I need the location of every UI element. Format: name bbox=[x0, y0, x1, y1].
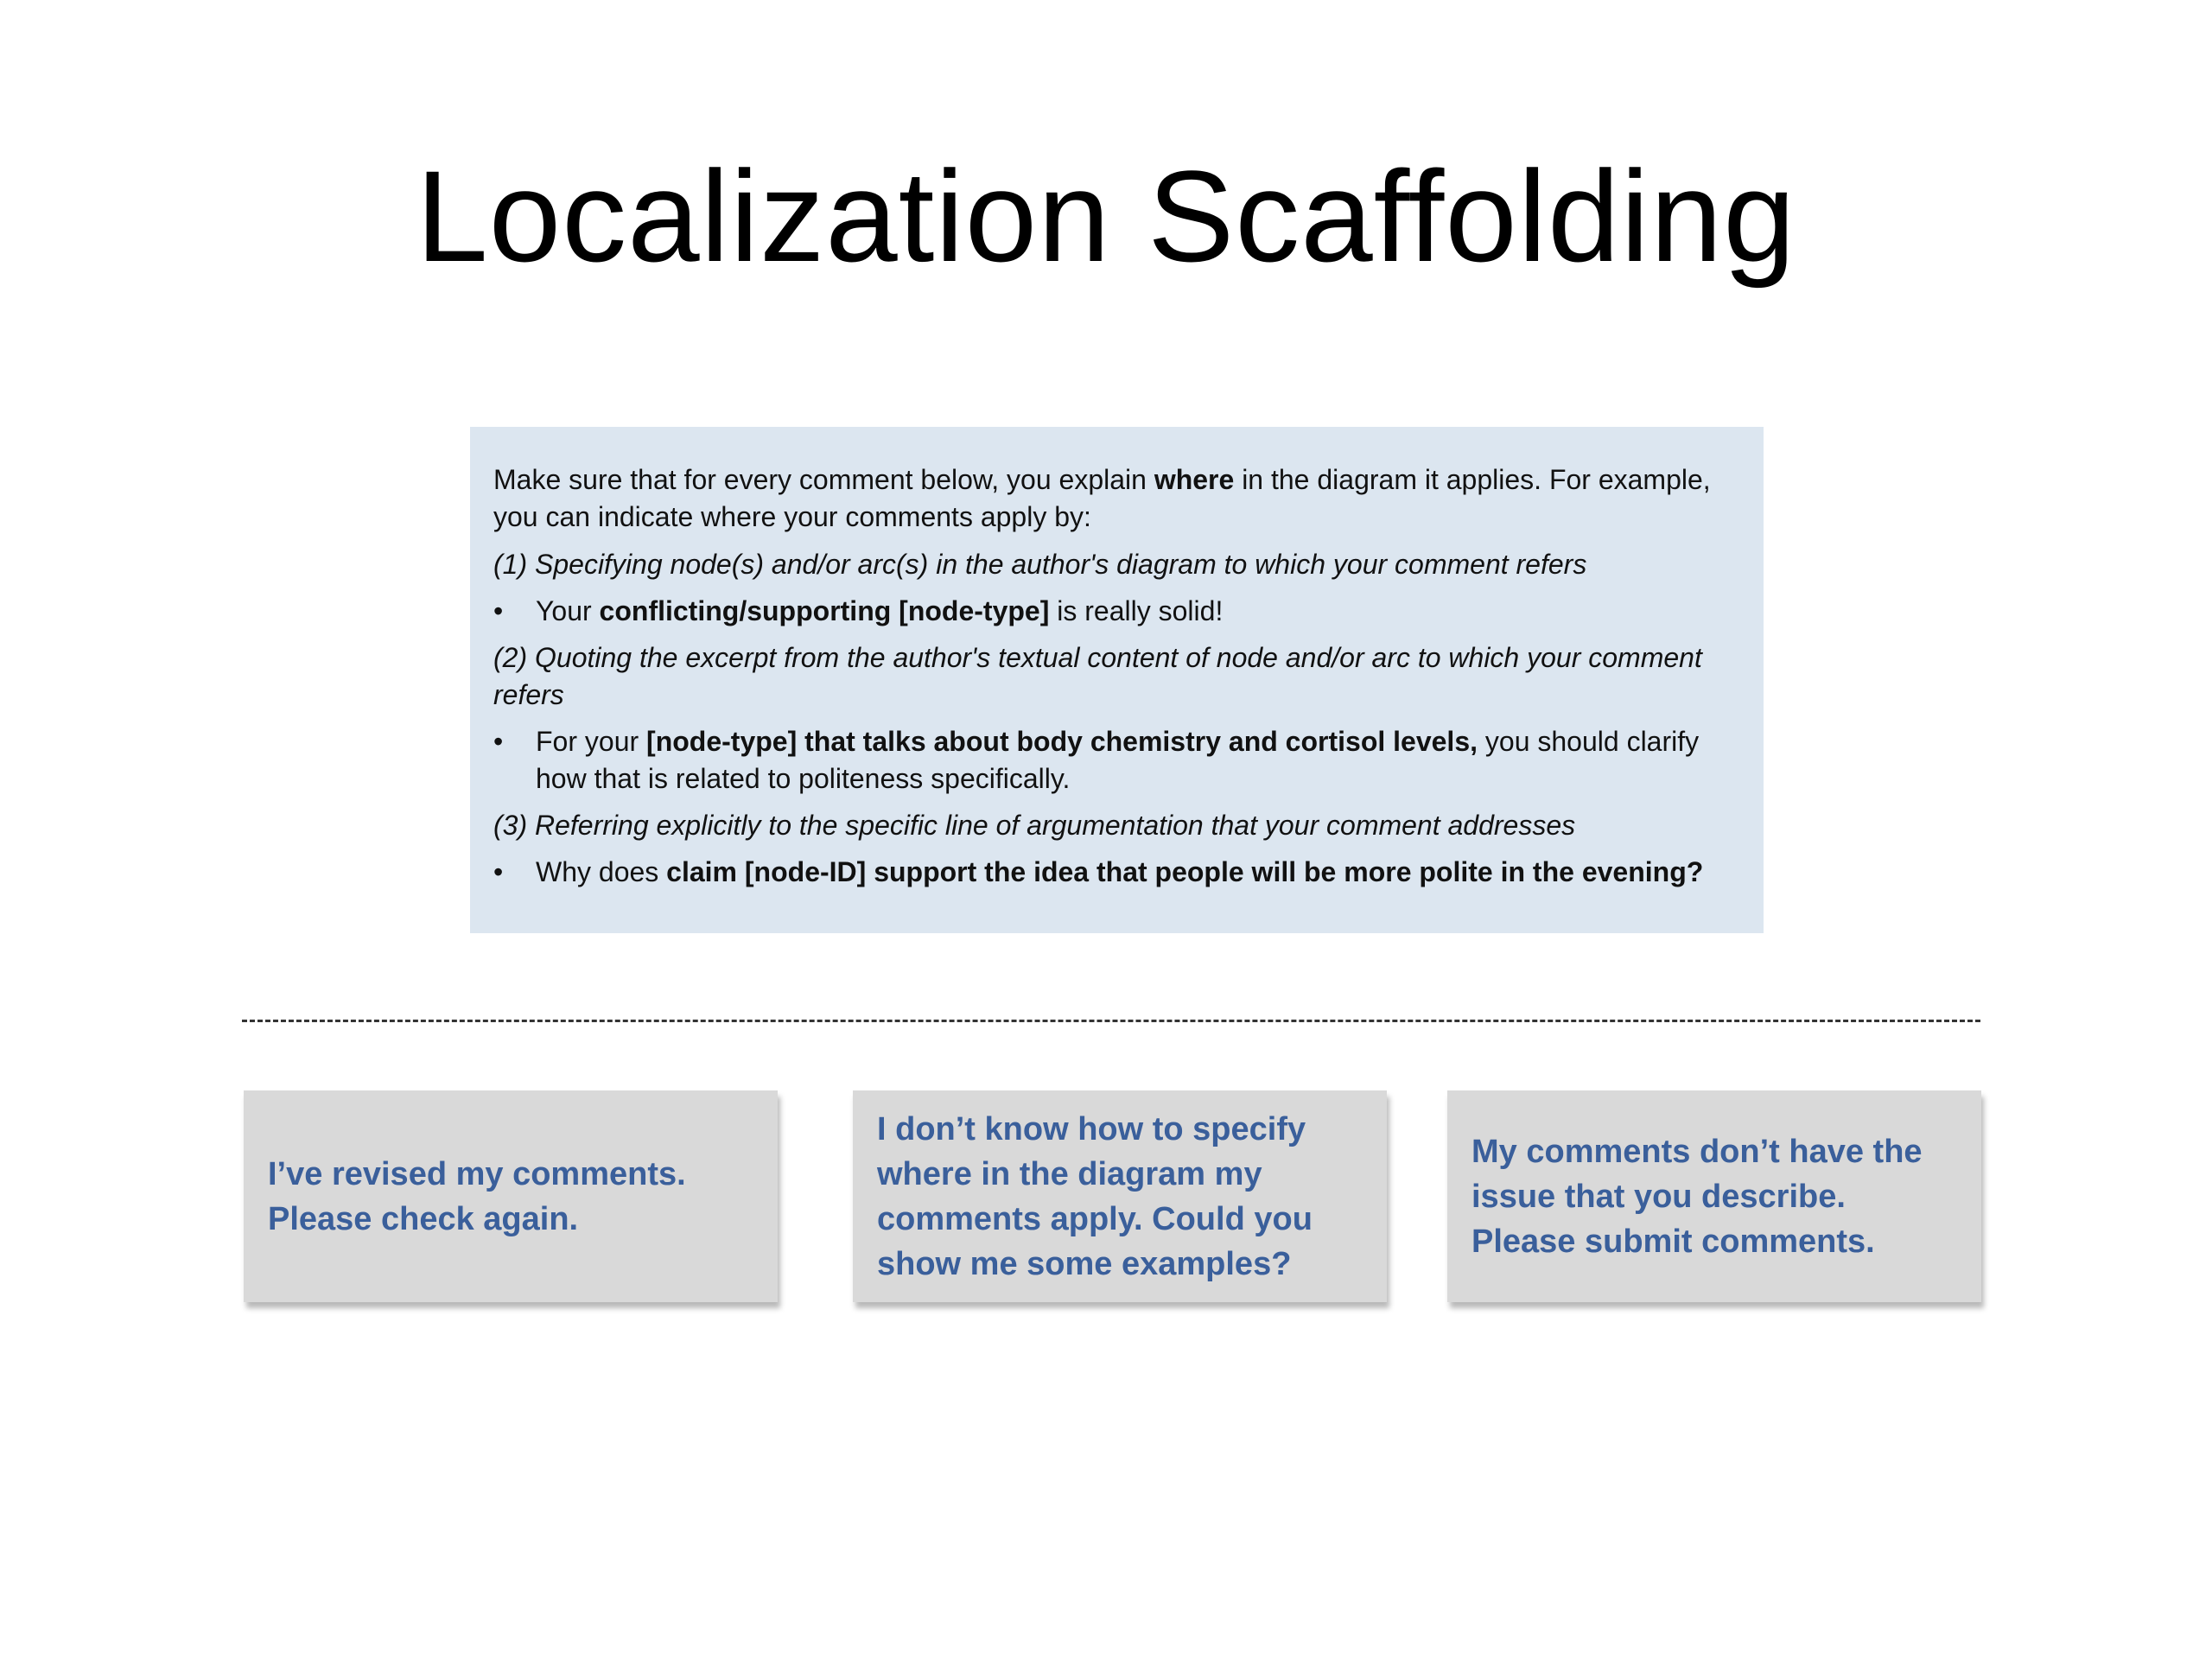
revised-comments-button[interactable] bbox=[244, 1090, 778, 1302]
instructions-intro bbox=[493, 461, 1739, 536]
instruction-heading-2: (2) Quoting the excerpt from the author's textual content of node and/or arc to which your comment refers bbox=[493, 642, 1702, 710]
example-emphasis: [node-type] that talks about body chemistry and cortisol levels, bbox=[646, 726, 1478, 757]
example-emphasis: claim [node-ID] support the idea that people will be more polite in the evening? bbox=[666, 856, 1704, 887]
option-label: I don’t know how to specify where in the diagram my comments apply. Could you show me some examples? bbox=[877, 1110, 1313, 1282]
instructions-panel bbox=[470, 427, 1764, 933]
example-text-end: is really solid! bbox=[1049, 595, 1224, 626]
example-bullet-3 bbox=[493, 854, 1739, 891]
example-text-end: you should clarify how that is related to politeness specifically. bbox=[536, 726, 1700, 794]
submit-comments-button[interactable] bbox=[1447, 1090, 1981, 1302]
page-title: Localization Scaffolding bbox=[416, 143, 1796, 289]
show-examples-button[interactable] bbox=[853, 1090, 1387, 1302]
intro-text-end: in the diagram it applies. For example, you can indicate where your comments apply by: bbox=[493, 464, 1711, 532]
intro-emphasis: where bbox=[1154, 464, 1235, 495]
bullet-icon: • bbox=[493, 595, 504, 626]
instruction-heading-3: (3) Referring explicitly to the specific line of argumentation that your comment addresses bbox=[493, 810, 1576, 841]
bullet-icon: • bbox=[493, 726, 504, 757]
example-text: For your bbox=[536, 726, 647, 757]
intro-text: Make sure that for every comment below, you explain bbox=[493, 464, 1154, 495]
dashed-divider bbox=[242, 1020, 1980, 1022]
instruction-heading-1: (1) Specifying node(s) and/or arc(s) in the author's diagram to which your comment refers bbox=[493, 549, 1587, 580]
option-label: My comments don’t have the issue that you describe. Please submit comments. bbox=[1471, 1133, 1923, 1260]
example-bullet-1 bbox=[493, 593, 1739, 630]
option-label: I’ve revised my comments. Please check again. bbox=[268, 1155, 686, 1237]
example-text: Why does bbox=[536, 856, 667, 887]
example-emphasis: conflicting/supporting [node-type] bbox=[599, 595, 1050, 626]
example-bullet-2 bbox=[493, 723, 1739, 798]
example-text: Your bbox=[536, 595, 600, 626]
bullet-icon: • bbox=[493, 856, 504, 887]
